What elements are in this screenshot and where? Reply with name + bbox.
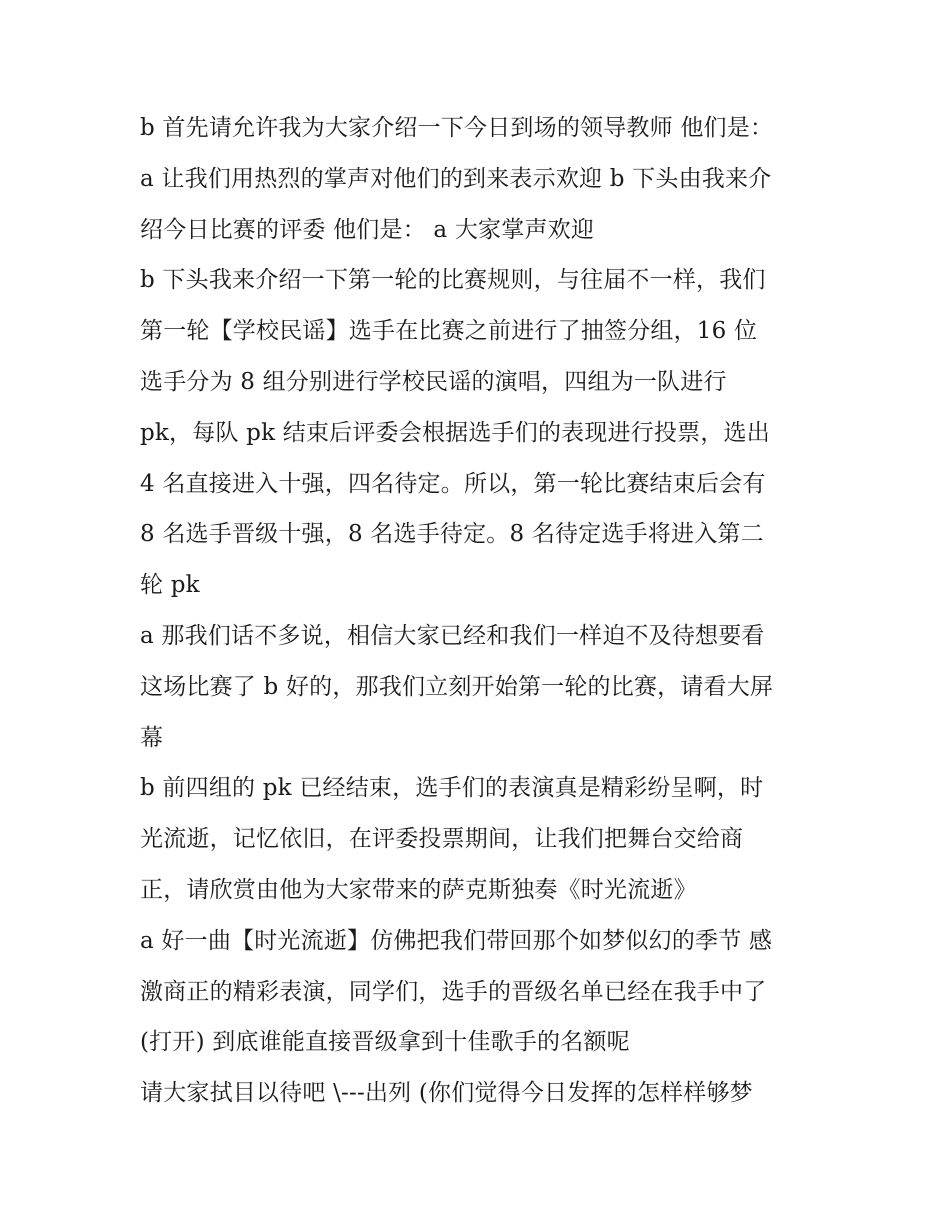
text-line: 激商正的精彩表演，同学们，选手的晋级名单已经在我手中了 bbox=[140, 978, 767, 1005]
text-line: 轮 pk bbox=[140, 572, 200, 599]
text-line: a 好一曲【时光流逝】仿佛把我们带回那个如梦似幻的季节 感 bbox=[140, 927, 773, 954]
text-line: 选手分为 8 组分别进行学校民谣的演唱，四组为一队进行 bbox=[140, 368, 727, 395]
text-line: 这场比赛了 b 好的，那我们立刻开始第一轮的比赛，请看大屏 bbox=[140, 673, 774, 700]
text-line: a 让我们用热烈的掌声对他们的到来表示欢迎 b 下头由我来介 bbox=[140, 165, 772, 192]
text-line: (打开) 到底谁能直接晋级拿到十佳歌手的名额呢 bbox=[140, 1029, 630, 1056]
text-line: pk，每队 pk 结束后评委会根据选手们的表现进行投票，选出 bbox=[140, 419, 770, 446]
text-line: 绍今日比赛的评委 他们是： a 大家掌声欢迎 bbox=[140, 216, 595, 243]
text-line: b 下头我来介绍一下第一轮的比赛规则，与往届不一样，我们 bbox=[140, 267, 766, 294]
text-line: 正，请欣赏由他为大家带来的萨克斯独奏《时光流逝》 bbox=[140, 876, 697, 903]
text-line: 第一轮【学校民谣】选手在比赛之前进行了抽签分组，16 位 bbox=[140, 318, 758, 345]
text-line: 4 名直接进入十强，四名待定。所以，第一轮比赛结束后会有 bbox=[140, 470, 766, 497]
text-line: 请大家拭目以待吧 \---出列 (你们觉得今日发挥的怎样样够梦 bbox=[140, 1080, 753, 1107]
text-line: b 首先请允许我为大家介绍一下今日到场的领导教师 他们是： bbox=[140, 115, 774, 141]
text-line: 8 名选手晋级十强，8 名选手待定。8 名待定选手将进入第二 bbox=[140, 521, 764, 548]
text-line: a 那我们话不多说，相信大家已经和我们一样迫不及待想要看 bbox=[140, 622, 765, 649]
text-line: 光流逝，记忆依旧，在评委投票期间，让我们把舞台交给商 bbox=[140, 826, 744, 853]
text-line: b 前四组的 pk 已经结束，选手们的表演真是精彩纷呈啊，时 bbox=[140, 775, 764, 802]
document-body bbox=[140, 103, 830, 1119]
text-line: 幕 bbox=[140, 724, 164, 751]
